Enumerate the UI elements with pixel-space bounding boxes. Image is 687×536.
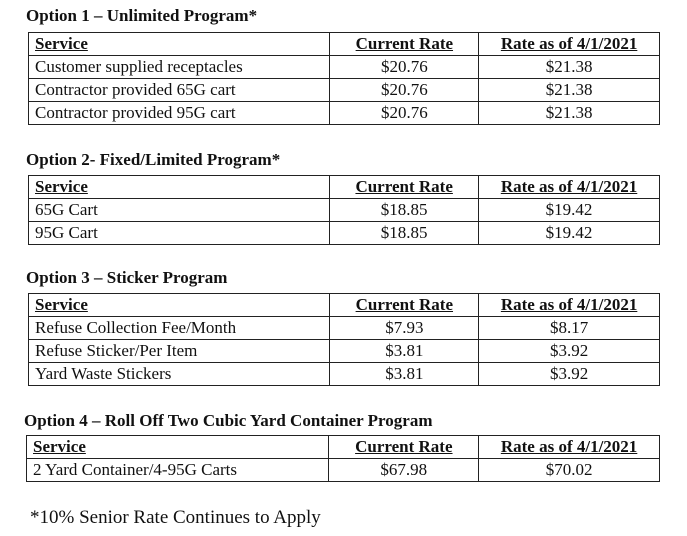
option-1-title: Option 1 – Unlimited Program* bbox=[26, 6, 258, 25]
option-4-rate-table bbox=[26, 435, 660, 482]
service-header: Service bbox=[29, 176, 330, 199]
future-rate-cell: $21.38 bbox=[479, 56, 660, 79]
future-rate-cell: $70.02 bbox=[479, 459, 660, 482]
current-rate-cell: $3.81 bbox=[330, 363, 479, 386]
current-rate-cell: $67.98 bbox=[329, 459, 479, 482]
current-rate-header: Current Rate bbox=[330, 294, 479, 317]
future-rate-cell: $3.92 bbox=[479, 363, 660, 386]
table-header-row bbox=[29, 176, 660, 199]
option-1-rate-table bbox=[28, 32, 660, 125]
table-row bbox=[29, 363, 660, 386]
table-header-row bbox=[29, 294, 660, 317]
service-cell: Refuse Sticker/Per Item bbox=[29, 340, 330, 363]
table-row bbox=[29, 102, 660, 125]
current-rate-header: Current Rate bbox=[330, 176, 479, 199]
service-cell: 95G Cart bbox=[29, 222, 330, 245]
table-header-row bbox=[29, 33, 660, 56]
table-row bbox=[29, 317, 660, 340]
future-rate-cell: $19.42 bbox=[479, 222, 660, 245]
option-3-title: Option 3 – Sticker Program bbox=[26, 268, 228, 287]
current-rate-cell: $20.76 bbox=[330, 56, 479, 79]
current-rate-cell: $3.81 bbox=[330, 340, 479, 363]
future-rate-cell: $21.38 bbox=[479, 102, 660, 125]
service-cell: Customer supplied receptacles bbox=[29, 56, 330, 79]
future-rate-header: Rate as of 4/1/2021 bbox=[479, 294, 660, 317]
table-row bbox=[27, 459, 660, 482]
future-rate-header: Rate as of 4/1/2021 bbox=[479, 436, 660, 459]
service-cell: Yard Waste Stickers bbox=[29, 363, 330, 386]
service-cell: Contractor provided 65G cart bbox=[29, 79, 330, 102]
table-row bbox=[29, 222, 660, 245]
table-row bbox=[29, 79, 660, 102]
service-cell: Contractor provided 95G cart bbox=[29, 102, 330, 125]
future-rate-cell: $8.17 bbox=[479, 317, 660, 340]
current-rate-cell: $20.76 bbox=[330, 102, 479, 125]
current-rate-cell: $18.85 bbox=[330, 199, 479, 222]
service-header: Service bbox=[27, 436, 329, 459]
current-rate-header: Current Rate bbox=[330, 33, 479, 56]
future-rate-cell: $19.42 bbox=[479, 199, 660, 222]
option-2-rate-table bbox=[28, 175, 660, 245]
current-rate-header: Current Rate bbox=[329, 436, 479, 459]
option-3-rate-table bbox=[28, 293, 660, 386]
current-rate-cell: $18.85 bbox=[330, 222, 479, 245]
service-cell: 65G Cart bbox=[29, 199, 330, 222]
future-rate-cell: $21.38 bbox=[479, 79, 660, 102]
table-row bbox=[29, 340, 660, 363]
service-header: Service bbox=[29, 294, 330, 317]
senior-rate-footnote: *10% Senior Rate Continues to Apply bbox=[30, 507, 321, 528]
table-row bbox=[29, 56, 660, 79]
current-rate-cell: $7.93 bbox=[330, 317, 479, 340]
future-rate-cell: $3.92 bbox=[479, 340, 660, 363]
service-cell: Refuse Collection Fee/Month bbox=[29, 317, 330, 340]
future-rate-header: Rate as of 4/1/2021 bbox=[479, 33, 660, 56]
service-cell: 2 Yard Container/4-95G Carts bbox=[27, 459, 329, 482]
service-header: Service bbox=[29, 33, 330, 56]
table-row bbox=[29, 199, 660, 222]
option-4-title: Option 4 – Roll Off Two Cubic Yard Container Program bbox=[24, 411, 433, 430]
future-rate-header: Rate as of 4/1/2021 bbox=[479, 176, 660, 199]
current-rate-cell: $20.76 bbox=[330, 79, 479, 102]
option-2-title: Option 2- Fixed/Limited Program* bbox=[26, 150, 281, 169]
table-header-row bbox=[27, 436, 660, 459]
